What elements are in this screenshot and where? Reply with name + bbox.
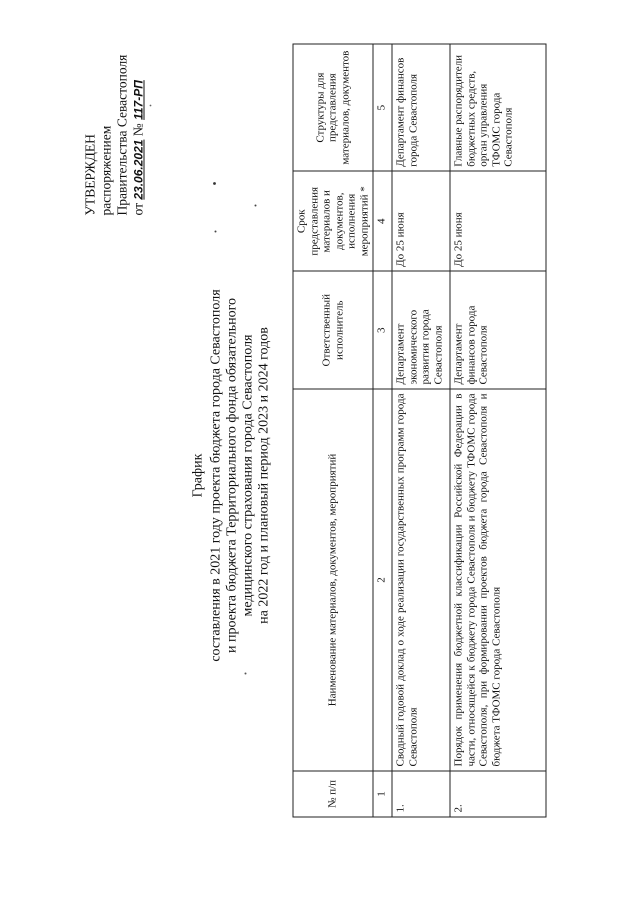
approval-line-decree: распоряжением [98,125,113,215]
row-number: 1. [392,771,450,817]
approval-number: 117-РП [131,79,145,120]
scan-speck [149,104,151,106]
header-name: Наименование материалов, документов, мероприятий [293,389,373,771]
row-name: Сводный годовой доклад о ходе реализации государственных программ города Севастополя [392,389,450,771]
row-number: 2. [450,771,546,817]
title-line-4: на 2022 год и плановый период 2023 и 2024 годов [256,326,271,624]
approval-line-government: Правительства Севастополя [114,54,129,215]
header-recipient: Структуры для представления материалов, документов [293,44,373,171]
approval-date-prefix: от [130,202,145,215]
row-deadline: До 25 июня [450,171,546,271]
title-line-1: составления в 2021 году проекта бюджета города Севастополя [208,288,223,662]
row-recipient: Главные распорядители бюджетных средств, орган управления ТФОМС города Севастополя [450,44,546,171]
scan-speck [254,204,256,206]
scan-speck [213,182,216,185]
title-line-2: и проекта бюджета Территориального фонда обязательного [224,297,239,653]
scan-speck [214,230,216,232]
row-deadline: До 25 июня [392,171,450,271]
approval-date: 23.06.2021 [131,139,145,200]
title-main: График [190,453,205,497]
header-number: № п/п [293,771,373,817]
row-recipient: Департамент финансов города Севастополя [392,44,450,171]
column-number: 3 [373,271,392,389]
column-number: 4 [373,171,392,271]
approval-heading: УТВЕРЖДЕН [82,133,97,215]
approval-number-prefix: № [130,122,145,136]
header-deadline: Срок представления материалов и документов, исполнения мероприятий * [293,171,373,271]
title-line-3: медицинского страхования города Севастополя [240,334,255,616]
row-executor: Департамент экономического развития города Севастополя [392,271,450,389]
header-executor: Ответственный исполнитель [293,271,373,389]
column-number: 2 [373,389,392,771]
row-name: Порядок применения бюджетной классификации Российской Федерации в части, относящейся к бюджету города Севастополя и бюджету ТФОМС города Севастополя, при формировании проектов бюджета города Севастополя и бюджета ТФОМС города Севастополя [450,389,546,771]
column-number: 1 [373,771,392,817]
column-number: 5 [373,44,392,171]
scan-speck [244,672,246,674]
row-executor: Департамент финансов города Севастополя [450,271,546,389]
